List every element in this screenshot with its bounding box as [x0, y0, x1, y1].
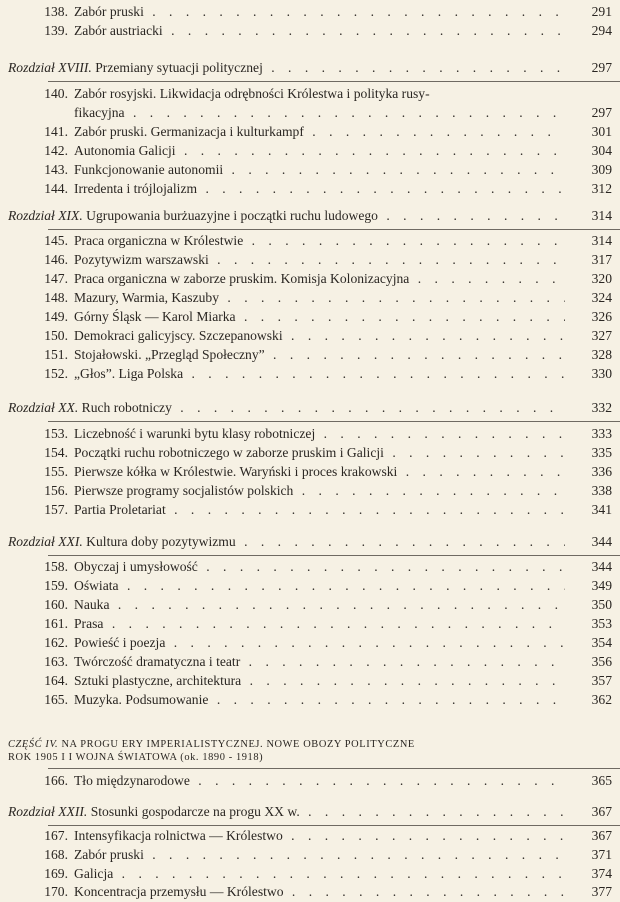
entry-number: 167.: [44, 828, 68, 843]
toc-entry: [0, 179, 620, 198]
chapter-page: 314: [591, 208, 612, 223]
entry-title: Prasa . . .: [74, 614, 565, 633]
toc-entry: [0, 2, 620, 21]
entry-title: Górny Śląsk — Karol Miarka . . .: [74, 307, 565, 326]
toc-entry: [0, 671, 620, 690]
chapter-name: Przemiany sytuacji politycznej: [95, 60, 263, 75]
chapter-name: Ugrupowania burżuazyjne i początki ruchu ludowego: [86, 208, 378, 223]
entry-title: Praca organiczna w Królestwie . . .: [74, 231, 565, 250]
entry-number: 161.: [44, 616, 68, 631]
divider: [48, 421, 620, 422]
entry-title: Galicja . . .: [74, 864, 565, 883]
entry-page: 371: [591, 847, 612, 862]
chapter-name: Ruch robotniczy: [81, 400, 172, 415]
part-heading: [8, 738, 608, 751]
entry-number: 148.: [44, 290, 68, 305]
entry-title: Praca organiczna w zaborze pruskim. Komisja Kolonizacyjna . . .: [74, 269, 565, 288]
entry-number: 150.: [44, 328, 68, 343]
entry-number: 145.: [44, 233, 68, 248]
toc-entry: [0, 122, 620, 141]
entry-page: 356: [591, 654, 612, 669]
entry-page: 374: [591, 866, 612, 881]
entry-number: 168.: [44, 847, 68, 862]
toc-entry: [0, 288, 620, 307]
chapter-page: 332: [591, 400, 612, 415]
entry-title: Pierwsze programy socjalistów polskich . . .: [74, 481, 565, 500]
entry-number: 149.: [44, 309, 68, 324]
divider: [48, 81, 620, 82]
chapter-label: Rozdział XX.: [8, 400, 79, 415]
chapter-label: Rozdział XIX.: [8, 208, 83, 223]
entry-page: 327: [591, 328, 612, 343]
toc-entry: [0, 269, 620, 288]
entry-number: 169.: [44, 866, 68, 881]
toc-entry: [0, 826, 620, 845]
entry-number: 151.: [44, 347, 68, 362]
toc-entry: [0, 364, 620, 383]
toc-entry: [0, 557, 620, 576]
entry-page: 341: [591, 502, 612, 517]
entry-title: Zabór pruski . . .: [74, 2, 565, 21]
entry-page: 365: [591, 773, 612, 788]
entry-title: Mazury, Warmia, Kaszuby . . .: [74, 288, 565, 307]
entry-page: 350: [591, 597, 612, 612]
entry-page: 353: [591, 616, 612, 631]
entry-title: Koncentracja przemysłu — Królestwo . . .: [74, 882, 565, 901]
chapter-title: [8, 398, 565, 417]
toc-entry: [0, 345, 620, 364]
toc-entry: [0, 576, 620, 595]
entry-page: 291: [591, 4, 612, 19]
entry-title: Sztuki plastyczne, architektura . . .: [74, 671, 565, 690]
entry-page: 354: [591, 635, 612, 650]
entry-page: 377: [591, 884, 612, 899]
toc-entry: [0, 500, 620, 519]
entry-page: 328: [591, 347, 612, 362]
entry-number: 170.: [44, 884, 68, 899]
toc-entry: [0, 231, 620, 250]
chapter-page: 344: [591, 534, 612, 549]
chapter-label: Rozdział XVIII.: [8, 60, 92, 75]
entry-number: 140.: [44, 86, 68, 101]
entry-page: 326: [591, 309, 612, 324]
entry-number: 143.: [44, 162, 68, 177]
entry-title: Pierwsze kółka w Królestwie. Waryński i proces krakowski . . .: [74, 462, 565, 481]
toc-entry: [0, 141, 620, 160]
chapter-heading: [0, 532, 620, 551]
toc-entry: [0, 595, 620, 614]
entry-title: Obyczaj i umysłowość . . .: [74, 557, 565, 576]
toc-entry: [0, 882, 620, 901]
entry-page: 349: [591, 578, 612, 593]
entry-title: Nauka . . .: [74, 595, 565, 614]
entry-page: 335: [591, 445, 612, 460]
entry-number: 159.: [44, 578, 68, 593]
chapter-name: Kultura doby pozytywizmu: [86, 534, 236, 549]
entry-title: Tło międzynarodowe . . .: [74, 771, 565, 790]
entry-number: 152.: [44, 366, 68, 381]
entry-number: 146.: [44, 252, 68, 267]
toc-entry: [0, 690, 620, 709]
entry-number: 160.: [44, 597, 68, 612]
chapter-name: Stosunki gospodarcze na progu XX w.: [90, 804, 300, 819]
chapter-title: [8, 802, 565, 821]
entry-title: Zabór pruski. Germanizacja i kulturkampf . . .: [74, 122, 565, 141]
entry-page: 304: [591, 143, 612, 158]
entry-title: „Głos”. Liga Polska . . .: [74, 364, 565, 383]
entry-number: 157.: [44, 502, 68, 517]
entry-title: Początki ruchu robotniczego w zaborze pruskim i Galicji . . .: [74, 443, 565, 462]
toc-entry: [0, 326, 620, 345]
entry-number: 163.: [44, 654, 68, 669]
entry-page: 367: [591, 828, 612, 843]
toc-entry: [0, 307, 620, 326]
toc-entry: [0, 21, 620, 40]
divider: [48, 555, 620, 556]
entry-number: 138.: [44, 4, 68, 19]
chapter-title: [8, 58, 565, 77]
chapter-title: [8, 206, 565, 225]
divider: [48, 768, 620, 769]
entry-title: Zabór rosyjski. Likwidacja odrębności Królestwa i polityka rusy-: [74, 86, 430, 101]
entry-page: 362: [591, 692, 612, 707]
toc-entry: [0, 845, 620, 864]
entry-number: 165.: [44, 692, 68, 707]
chapter-label: Rozdział XXI.: [8, 534, 83, 549]
entry-number: 142.: [44, 143, 68, 158]
entry-page: 344: [591, 559, 612, 574]
entry-page: 320: [591, 271, 612, 286]
part-title: NA PROGU ERY IMPERIALISTYCZNEJ. NOWE OBOZY POLITYCZNE: [61, 739, 415, 750]
entry-title: fikacyjna . . .: [74, 103, 565, 122]
entry-title: Irredenta i trójlojalizm . . .: [74, 179, 565, 198]
entry-page: 294: [591, 23, 612, 38]
entry-title: Twórczość dramatyczna i teatr . . .: [74, 652, 565, 671]
entry-page: 338: [591, 483, 612, 498]
divider: [48, 229, 620, 230]
entry-title: Zabór pruski . . .: [74, 845, 565, 864]
entry-number: 155.: [44, 464, 68, 479]
toc-entry: [0, 633, 620, 652]
entry-title: Pozytywizm warszawski . . .: [74, 250, 565, 269]
entry-title: Partia Proletariat . . .: [74, 500, 565, 519]
entry-number: 139.: [44, 23, 68, 38]
entry-title: Stojałowski. „Przegląd Społeczny” . . .: [74, 345, 565, 364]
entry-page: 314: [591, 233, 612, 248]
toc-entry: [0, 481, 620, 500]
toc-entry: [0, 84, 620, 103]
entry-number: 141.: [44, 124, 68, 139]
entry-page: 312: [591, 181, 612, 196]
entry-page: 297: [591, 105, 612, 120]
entry-page: 357: [591, 673, 612, 688]
entry-page: 336: [591, 464, 612, 479]
entry-title: Demokraci galicyjscy. Szczepanowski . . .: [74, 326, 565, 345]
entry-number: 158.: [44, 559, 68, 574]
chapter-heading: [0, 802, 620, 821]
toc-entry: [0, 462, 620, 481]
chapter-heading: [0, 206, 620, 225]
entry-number: 162.: [44, 635, 68, 650]
toc-entry: [0, 443, 620, 462]
entry-number: 147.: [44, 271, 68, 286]
entry-page: 324: [591, 290, 612, 305]
part-label: CZĘŚĆ IV.: [8, 739, 59, 750]
entry-title: Intensyfikacja rolnictwa — Królestwo . . .: [74, 826, 565, 845]
chapter-heading: [0, 58, 620, 77]
entry-number: 154.: [44, 445, 68, 460]
chapter-title: [8, 532, 565, 551]
entry-title: Oświata . . .: [74, 576, 565, 595]
part-subtitle: ROK 1905 I I WOJNA ŚWIATOWA (ok. 1890 - 1918): [8, 752, 264, 763]
toc-entry: [0, 614, 620, 633]
entry-page: 330: [591, 366, 612, 381]
entry-number: 144.: [44, 181, 68, 196]
toc-entry: [0, 771, 620, 790]
entry-title: Autonomia Galicji . . .: [74, 141, 565, 160]
entry-page: 309: [591, 162, 612, 177]
entry-title: Powieść i poezja . . .: [74, 633, 565, 652]
entry-number: 156.: [44, 483, 68, 498]
entry-title: Muzyka. Podsumowanie . . .: [74, 690, 565, 709]
entry-number: 164.: [44, 673, 68, 688]
entry-title: Liczebność i warunki bytu klasy robotniczej . . .: [74, 424, 565, 443]
entry-page: 333: [591, 426, 612, 441]
toc-entry: [0, 160, 620, 179]
chapter-label: Rozdział XXII.: [8, 804, 88, 819]
toc-entry-continuation: [0, 103, 620, 122]
chapter-page: 367: [591, 804, 612, 819]
toc-entry: [0, 864, 620, 883]
entry-title: Funkcjonowanie autonomii . . .: [74, 160, 565, 179]
entry-number: 153.: [44, 426, 68, 441]
toc-entry: [0, 250, 620, 269]
entry-title: Zabór austriacki . . .: [74, 21, 565, 40]
chapter-page: 297: [591, 60, 612, 75]
entry-number: 166.: [44, 773, 68, 788]
entry-page: 317: [591, 252, 612, 267]
toc-entry: [0, 424, 620, 443]
chapter-heading: [0, 398, 620, 417]
toc-entry: [0, 652, 620, 671]
entry-page: 301: [591, 124, 612, 139]
